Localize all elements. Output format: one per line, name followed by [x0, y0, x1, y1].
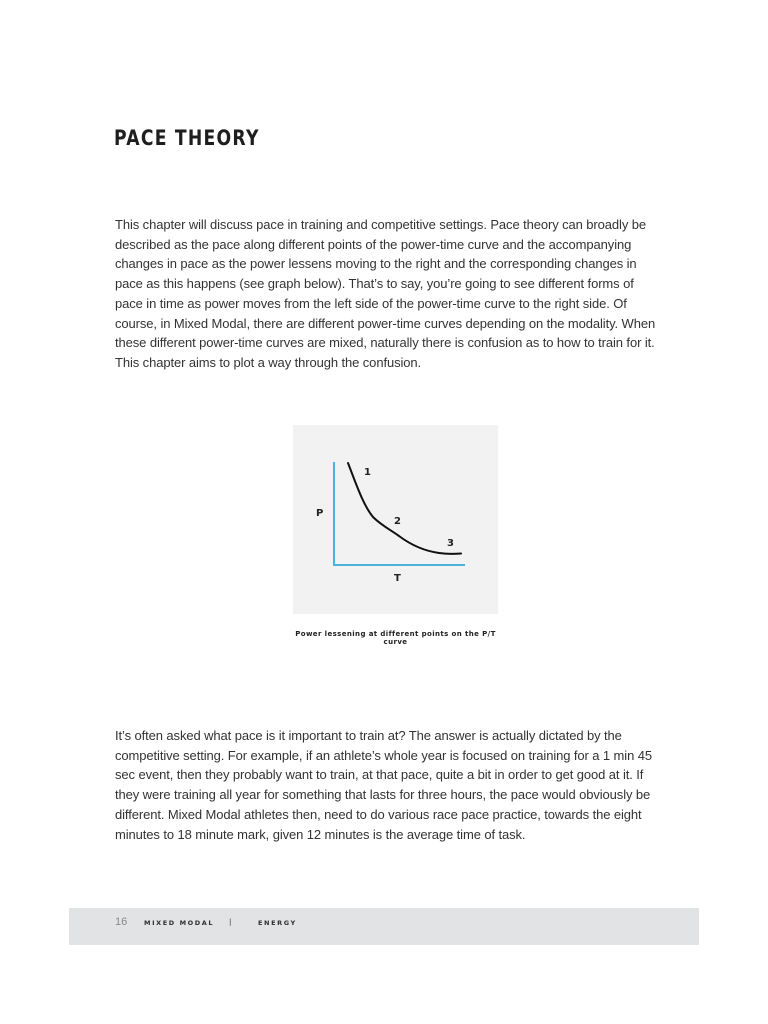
curve-point-2-label: 2 [394, 516, 401, 527]
intro-paragraph: This chapter will discuss pace in training and competitive settings. Pace theory can broadly be described as the pace along different points of the power-time curve and the accompanying changes in pace as the power lessens moving to the right and the corresponding changes in pace as this happens (see graph below). That’s to say, you’re going to see different forms of pace in time as power moves from the left side of the power-time curve to the right side. Of course, in Mixed Modal, there are different power-time curves depending on the modality. When these different power-time curves are mixed, naturally there is confusion as to how to train for it. This chapter aims to plot a way through the confusion. [115, 217, 656, 370]
page-footer [69, 908, 699, 945]
power-time-figure [293, 425, 498, 614]
page-title: PACE THEORY [114, 126, 260, 150]
curve-point-3-label: 3 [447, 538, 454, 549]
power-time-graph [293, 425, 498, 614]
footer-brand: MIXED MODAL [144, 919, 215, 927]
body-paragraph: It’s often asked what pace is it important to train at? The answer is actually dictated by the competitive setting. For example, if an athlete’s whole year is focused on training for a 1 min 45 sec event, then they probably want to train, at that pace, quite a bit in order to get good at it. If they were training all year for something that lasts for three hours, the pace would obviously be different. Mixed Modal athletes then, need to do various race pace practice, towards the eight minutes to 18 minute mark, given 12 minutes is the average time of task. [115, 728, 652, 842]
x-axis-label: T [394, 573, 401, 584]
footer-separator: | [229, 918, 233, 926]
figure-caption: Power lessening at different points on the P/T curve [295, 630, 496, 646]
curve-point-1-label: 1 [364, 467, 371, 478]
footer-section-name: ENERGY [258, 919, 297, 927]
page-number: 16 [115, 916, 128, 928]
y-axis-label: P [316, 508, 324, 519]
